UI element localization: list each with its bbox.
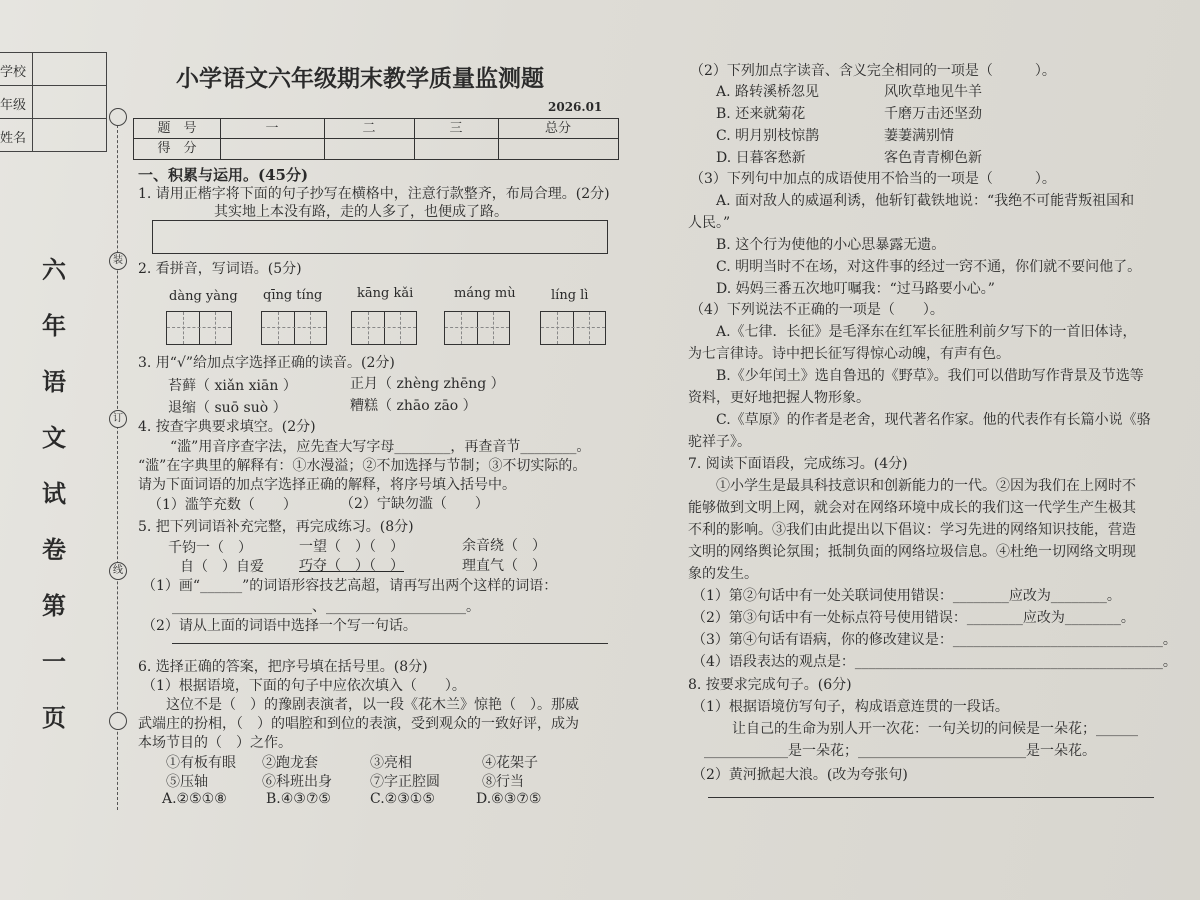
score-header-question: 题 号 xyxy=(157,121,197,136)
vtitle-char: 卷 xyxy=(42,535,66,564)
school-label: 学校 xyxy=(0,65,27,80)
binding-mark-ding: 订 xyxy=(109,410,127,428)
q3-item-4: 糟糕（ zhāo zāo ） xyxy=(350,398,477,414)
q6-answer-d: D.⑥③⑦⑤ xyxy=(476,791,542,807)
q6-s2-d-right: 客色青青柳色新 xyxy=(884,150,982,166)
q6-sub-1: （1）根据语境，下面的句子中应依次填入（ ）。 xyxy=(142,678,466,694)
binding-circle xyxy=(109,712,127,730)
q6-answer-c: C.②③①⑤ xyxy=(370,791,435,807)
q6-sub-3: （3）下列句中加点的成语使用不恰当的一项是（ ）。 xyxy=(690,171,1056,187)
score-header-total: 总分 xyxy=(544,121,571,136)
binding-mark-zhuang: 装 xyxy=(109,252,127,270)
vtitle-char: 试 xyxy=(42,479,66,508)
score-header-2: 二 xyxy=(362,121,376,136)
q7-para-2: 能够做到文明上网，就会对在网络环境中成长的我们这一代学生产生极其 xyxy=(688,500,1136,516)
q8-sub-2: （2）黄河掀起大浪。(改为夸张句) xyxy=(692,767,908,783)
q8-sub-1-line-b: ____________是一朵花；________________________是一朵花。 xyxy=(704,743,1096,759)
q4-item-1: （1）滥竽充数（ ） xyxy=(148,497,297,513)
q6-s2-c-right: 萋萋满别情 xyxy=(884,128,954,144)
q6-s4-a1: A.《七律．长征》是毛泽东在红军长征胜利前夕写下的一首旧体诗， xyxy=(716,324,1137,340)
q6-option-5: ⑤压轴 xyxy=(166,774,208,790)
q6-s2-c-left: C. 明月别枝惊鹊 xyxy=(716,128,820,144)
question-1: 1. 请用正楷字将下面的句子抄写在横格中，注意行款整齐，布局合理。(2分) xyxy=(138,186,610,202)
q3-item-1: 苔藓（ xiǎn xiān ） xyxy=(168,378,297,394)
q5-word-1: 千钧一（ ） xyxy=(168,540,252,556)
q6-s4-c2: 驼祥子》。 xyxy=(688,434,751,450)
q6-s2-b-left: B. 还来就菊花 xyxy=(716,106,806,122)
q6-option-1: ①有板有眼 xyxy=(166,755,236,771)
q5-word-5: 巧夺（ ）（ ） xyxy=(299,558,404,574)
question-4: 4. 按查字典要求填空。(2分) xyxy=(138,419,316,435)
exam-title: 小学语文六年级期末教学质量监测题 xyxy=(176,65,544,92)
q7-para-3: 不利的影响。③我们由此提出以下倡议：学习先进的网络知识技能，营造 xyxy=(688,522,1136,538)
score-table xyxy=(133,118,619,160)
vtitle-char: 页 xyxy=(42,703,66,732)
q5-word-2: 一望（ ）（ ） xyxy=(299,539,404,555)
question-7: 7. 阅读下面语段，完成练习。(4分) xyxy=(688,456,908,472)
q6-s4-b2: 资料，更好地把握人物形象。 xyxy=(688,390,870,406)
writing-grid-3[interactable] xyxy=(351,311,417,345)
q7-sub-3: （3）第④句话有语病，你的修改建议是：______________________________。 xyxy=(692,632,1177,648)
q7-para-1: ①小学生是最具科技意识和创新能力的一代。②因为我们在上网时不 xyxy=(716,478,1136,494)
q6-para-1: 这位不是（ ）的豫剧表演者，以一段《花木兰》惊艳（ ）。那威 xyxy=(166,697,579,713)
q5-word-6: 理直气（ ） xyxy=(462,558,546,574)
q6-sub-2: （2）下列加点字读音、含义完全相同的一项是（ ）。 xyxy=(690,63,1056,79)
q4-line-2: “滥”在字典里的解释有：①水漫溢；②不加选择与节制；③不切实际的。 xyxy=(138,458,587,474)
q6-s3-b: B. 这个行为使他的小心思暴露无遗。 xyxy=(716,237,946,253)
q6-option-8: ⑧行当 xyxy=(482,774,524,790)
q5-answer-line[interactable] xyxy=(172,643,608,644)
q6-option-7: ⑦字正腔圆 xyxy=(370,774,440,790)
question-8: 8. 按要求完成句子。(6分) xyxy=(688,677,852,693)
q6-option-4: ④花架子 xyxy=(482,755,538,771)
vtitle-char: 一 xyxy=(42,647,66,676)
grade-label: 年级 xyxy=(0,98,27,113)
vtitle-char: 语 xyxy=(42,367,66,396)
binding-circle xyxy=(109,108,127,126)
binding-dashed-line xyxy=(117,110,118,810)
q6-s3-a2: 人民。” xyxy=(688,215,731,231)
q6-s2-d-left: D. 日暮客愁新 xyxy=(716,150,806,166)
q7-para-4: 文明的网络舆论氛围；抵制负面的网络垃圾信息。④杜绝一切网络文明现 xyxy=(688,544,1136,560)
q6-answer-b: B.④③⑦⑤ xyxy=(266,791,331,807)
q8-answer-line[interactable] xyxy=(708,797,1154,798)
q6-para-3: 本场节目的（ ）之作。 xyxy=(138,735,292,751)
vtitle-char: 年 xyxy=(42,311,66,340)
q7-sub-4: （4）语段表达的观点是：____________________________________________。 xyxy=(692,654,1177,670)
q6-s4-b1: B.《少年闰土》选自鲁迅的《野草》。我们可以借助写作背景及节选等 xyxy=(716,368,1144,384)
q6-s2-a-right: 风吹草地见牛羊 xyxy=(884,84,982,100)
q7-sub-1: （1）第②句话中有一处关联词使用错误：________应改为________。 xyxy=(692,588,1121,604)
question-5: 5. 把下列词语补充完整，再完成练习。(8分) xyxy=(138,519,414,535)
vtitle-char: 文 xyxy=(42,423,66,452)
question-6: 6. 选择正确的答案，把序号填在括号里。(8分) xyxy=(138,659,428,675)
vtitle-char: 六 xyxy=(42,255,66,284)
q6-s3-a1: A. 面对敌人的威逼利诱，他斩钉截铁地说：“我绝不可能背叛祖国和 xyxy=(716,193,1135,209)
q6-option-2: ②跑龙套 xyxy=(262,755,318,771)
question-1-sentence: 其实地上本没有路，走的人多了，也便成了路。 xyxy=(214,204,508,220)
q6-s4-a2: 为七言律诗。诗中把长征写得惊心动魄，有声有色。 xyxy=(688,346,1010,362)
score-row-label: 得 分 xyxy=(157,141,197,156)
student-info-box xyxy=(0,52,107,152)
pinyin-2: qīng tíng xyxy=(263,288,323,303)
writing-grid-5[interactable] xyxy=(540,311,606,345)
q6-s2-b-right: 千磨万击还坚劲 xyxy=(884,106,982,122)
pinyin-5: líng lì xyxy=(551,288,589,303)
pinyin-1: dàng yàng xyxy=(169,289,238,304)
writing-grid-4[interactable] xyxy=(444,311,510,345)
q6-s3-d: D. 妈妈三番五次地叮嘱我：“过马路要小心。” xyxy=(716,281,995,297)
q4-line-1: “滥”用音序查字法，应先查大写字母________，再查音节________。 xyxy=(170,439,591,455)
score-header-1: 一 xyxy=(265,121,279,136)
question-2: 2. 看拼音，写词语。(5分) xyxy=(138,261,302,277)
q6-s3-c: C. 明明当时不在场，对这件事的经过一窍不通，你们就不要问他了。 xyxy=(716,259,1142,275)
exam-date: 2026.01 xyxy=(548,100,603,114)
q5-word-3: 余音绕（ ） xyxy=(462,538,546,554)
q7-sub-2: （2）第③句话中有一处标点符号使用错误：________应改为________。 xyxy=(692,610,1135,626)
q3-item-3: 退缩（ suō suò ） xyxy=(168,400,287,416)
school-row xyxy=(0,53,106,86)
vtitle-char: 第 xyxy=(42,591,66,620)
q6-para-2: 武端庄的扮相，（ ）的唱腔和到位的表演，受到观众的一致好评，成为 xyxy=(138,716,579,732)
question-3: 3. 用“√”给加点字选择正确的读音。(2分) xyxy=(138,355,395,371)
pinyin-3: kāng kǎi xyxy=(357,286,414,301)
q7-para-5: 象的发生。 xyxy=(688,566,758,582)
q6-s2-a-left: A. 路转溪桥忽见 xyxy=(716,84,820,100)
q5-word-4: 自（ ）自爱 xyxy=(180,559,264,575)
q6-option-3: ③亮相 xyxy=(370,755,412,771)
q4-item-2: （2）宁缺勿滥（ ） xyxy=(340,496,489,512)
grade-row xyxy=(0,86,106,119)
writing-grid-1[interactable] xyxy=(166,311,232,345)
q6-s4-c1: C.《草原》的作者是老舍，现代著名作家。他的代表作有长篇小说《骆 xyxy=(716,412,1151,428)
score-header-3: 三 xyxy=(449,121,463,136)
name-row xyxy=(0,119,106,151)
q3-item-2: 正月（ zhèng zhēng ） xyxy=(350,376,505,392)
pinyin-4: máng mù xyxy=(454,286,516,301)
vertical-page-title xyxy=(36,250,72,754)
q5-sub-1: （1）画“______”的词语形容技艺高超，请再写出两个这样的词语： xyxy=(142,578,558,594)
copy-writing-box[interactable] xyxy=(152,220,608,254)
name-label: 姓名 xyxy=(0,131,27,146)
q6-option-6: ⑥科班出身 xyxy=(262,774,332,790)
section-1-heading: 一、积累与运用。(45分) xyxy=(138,166,309,184)
q4-line-3: 请为下面词语的加点字选择正确的解释，将序号填入括号中。 xyxy=(138,477,516,493)
q8-sub-1-line-a: 让自己的生命为别人开一次花：一句关切的问候是一朵花；______ xyxy=(732,721,1138,737)
q6-answer-a: A.②⑤①⑧ xyxy=(162,791,227,807)
q5-sub-1-blanks: ____________________、____________________。 xyxy=(172,599,480,615)
q8-sub-1: （1）根据语境仿写句子，构成语意连贯的一段话。 xyxy=(692,699,1009,715)
writing-grid-2[interactable] xyxy=(261,311,327,345)
q5-sub-2: （2）请从上面的词语中选择一个写一句话。 xyxy=(142,618,417,634)
binding-mark-xian: 线 xyxy=(109,562,127,580)
q6-sub-4: （4）下列说法不正确的一项是（ ）。 xyxy=(690,302,944,318)
